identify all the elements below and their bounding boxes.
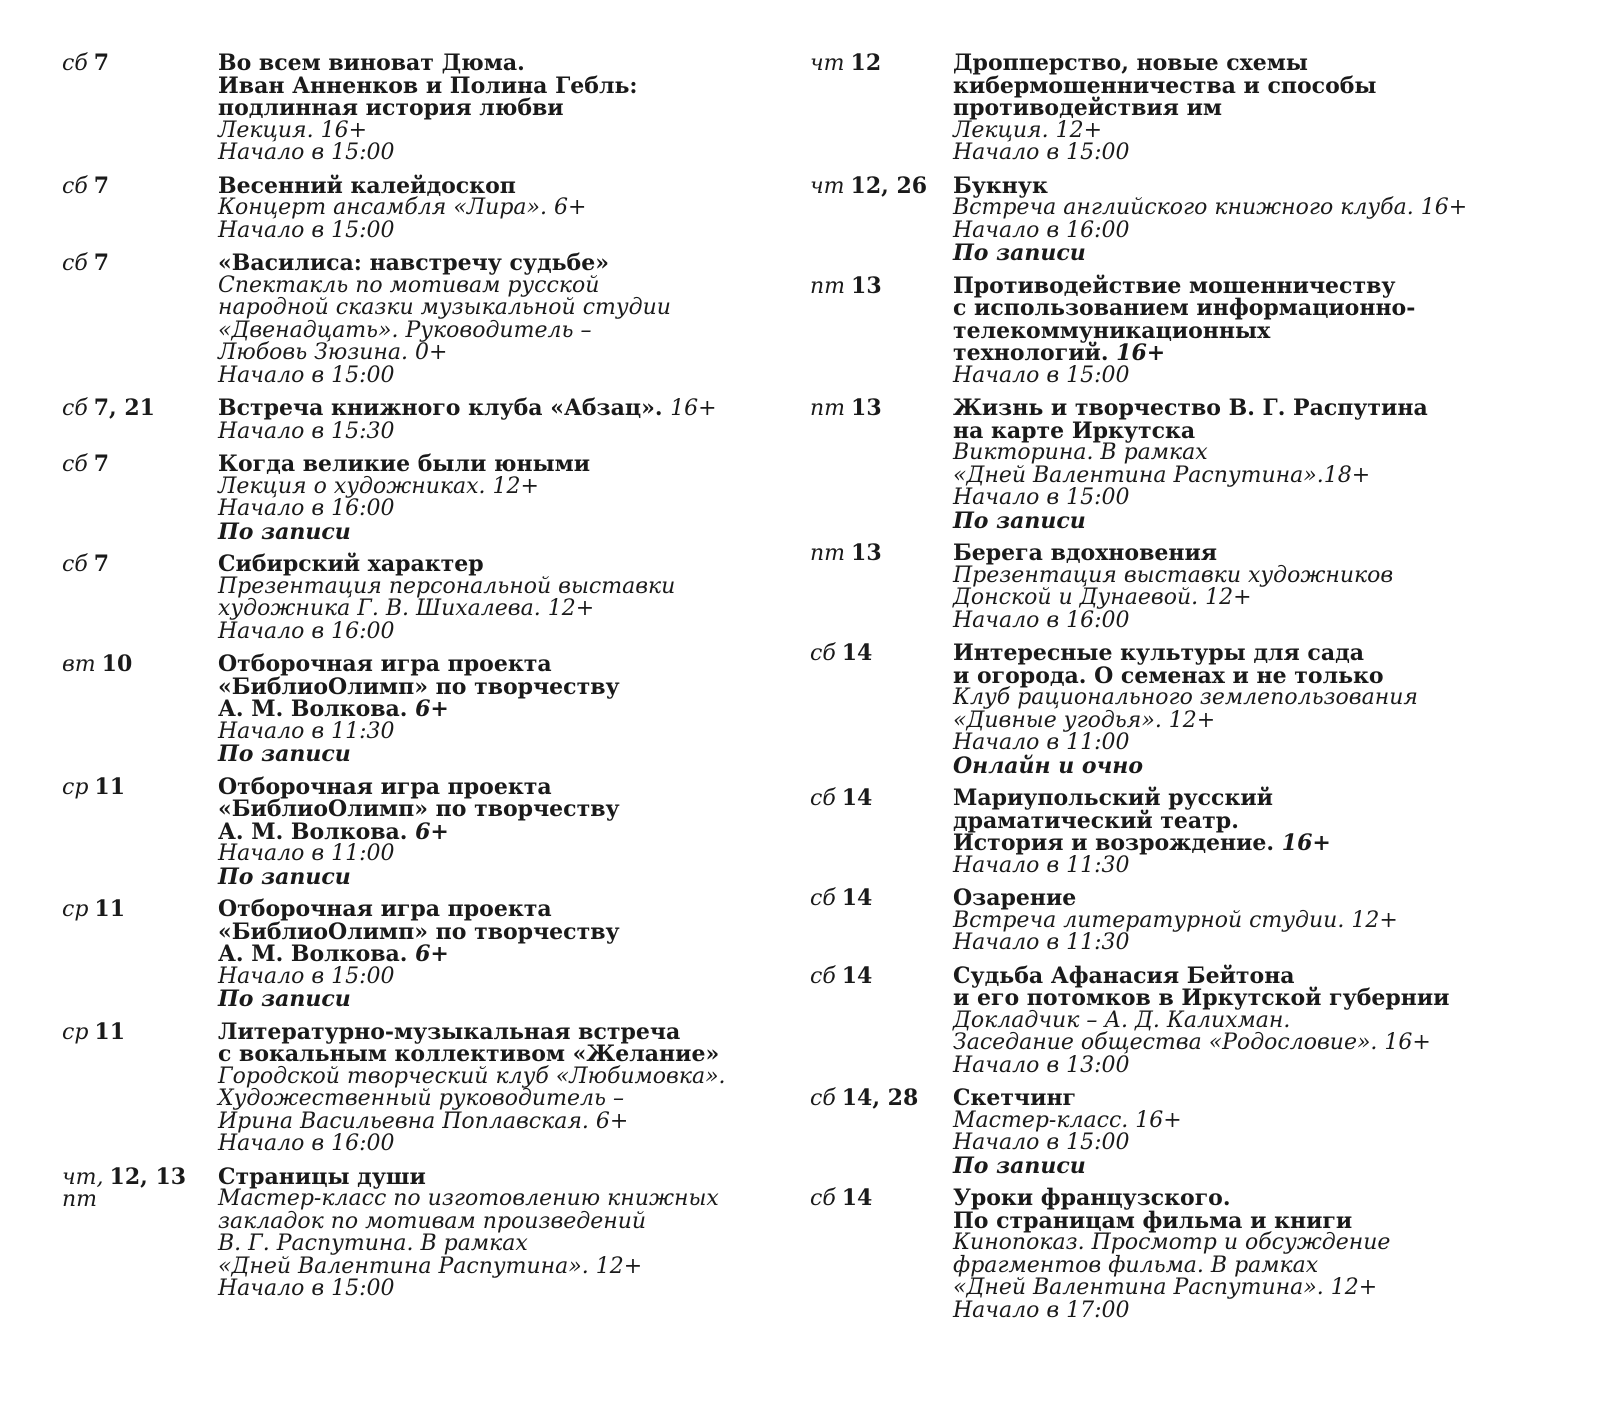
event-detail-line: Заседание общества «Родословие». 16+: [953, 1030, 1431, 1055]
day-number: 7: [93, 50, 110, 76]
event-detail-line: Начало в 11:00: [218, 841, 395, 866]
event-item: [62, 773, 762, 890]
event-body: [953, 787, 1590, 877]
weekday-second: пт: [62, 1187, 98, 1212]
event-title-text: Весенний калейдоскоп: [218, 172, 516, 199]
event-title-line: [953, 542, 1590, 565]
event-item: [810, 1087, 1590, 1177]
day-number: 11: [94, 1018, 126, 1045]
weekday: ср: [62, 774, 89, 800]
event-title-text: Берега вдохновения: [953, 540, 1218, 566]
event-detail-line: народной сказки музыкальной студии: [218, 295, 671, 320]
event-title-line: [218, 1018, 762, 1045]
event-detail-line: закладок по мотивам произведений: [218, 1208, 647, 1234]
event-body: [218, 653, 762, 766]
event-title-line: [218, 252, 762, 275]
event-detail-line: Презентация персональной выставки: [218, 573, 676, 599]
weekday: сб: [810, 1186, 836, 1211]
event-title-line: [953, 172, 1590, 199]
event-body: [953, 962, 1590, 1078]
event-item: [810, 962, 1590, 1078]
event-title-line: [953, 52, 1590, 75]
event-title-line: [218, 898, 762, 921]
event-title-line: [953, 397, 1590, 420]
event-note: По записи: [953, 507, 1086, 534]
event-title-text: Литературно-музыкальная встреча: [218, 1018, 681, 1045]
weekday: ср: [62, 897, 89, 922]
event-detail-line: Начало в 15:00: [953, 485, 1130, 510]
event-date: [810, 642, 872, 666]
event-body: [218, 773, 762, 890]
event-title-line: [953, 987, 1590, 1010]
event-detail-line: Начало в 16:00: [218, 1131, 395, 1156]
event-title-line: [218, 653, 762, 676]
event-note: По записи: [218, 863, 351, 890]
event-title-text: технологий.: [953, 340, 1109, 366]
event-body: [218, 1163, 762, 1301]
event-detail-line: Встреча литературной студии. 12+: [953, 907, 1398, 933]
right-column: [810, 52, 1590, 1332]
event-item: [62, 1018, 762, 1156]
event-title-line: [218, 72, 762, 99]
event-body: [218, 172, 762, 243]
weekday: пт: [810, 541, 846, 566]
event-title-text: Сибирский характер: [218, 551, 484, 577]
weekday: вт: [62, 652, 96, 677]
event-title-text: Когда великие были юными: [218, 451, 591, 477]
weekday: чт: [810, 173, 845, 199]
event-title-text: «БиблиоОлимп» по творчеству: [218, 673, 620, 700]
event-body: [218, 453, 762, 543]
event-title-line: [953, 272, 1590, 299]
event-title-line: [953, 642, 1590, 665]
day-number: 14: [841, 640, 873, 666]
day-number: 14: [841, 785, 873, 811]
event-detail-line: Любовь Зюзина. 0+: [218, 340, 448, 365]
event-title-line: [218, 918, 762, 945]
weekday: ср: [62, 1019, 89, 1045]
age-rating: 6+: [415, 818, 449, 845]
event-date: [62, 1163, 187, 1212]
event-detail-line: Концерт ансамбля «Лира». 6+: [218, 195, 587, 220]
event-detail-line: Начало в 11:30: [953, 930, 1130, 955]
event-note: По записи: [953, 1152, 1086, 1179]
event-detail-line: Викторина. В рамках: [953, 440, 1208, 465]
event-date: [810, 272, 882, 299]
event-body: [953, 172, 1590, 266]
event-title-line: [953, 297, 1590, 320]
event-title-line: [218, 1043, 762, 1066]
event-title-line: [953, 832, 1590, 855]
event-body: [953, 272, 1590, 388]
event-title-line: [218, 698, 762, 721]
event-date: [62, 252, 109, 276]
event-detail-line: Начало в 16:00: [218, 618, 395, 644]
event-detail-line: Спектакль по мотивам русской: [218, 272, 600, 298]
event-note: По записи: [218, 741, 351, 767]
event-title-text: Отборочная игра проекта: [218, 651, 552, 677]
event-detail-line: «Дней Валентина Распутина». 12+: [953, 1275, 1378, 1300]
event-title-line: [953, 1187, 1590, 1210]
event-detail-line: Начало в 11:30: [218, 718, 395, 744]
event-detail-line: Мастер-класс по изготовлению книжных: [218, 1186, 719, 1211]
event-detail-line: Лекция о художниках. 12+: [218, 473, 539, 499]
event-date: [62, 453, 109, 477]
event-title-text: Мариупольский русский: [953, 785, 1273, 811]
event-detail-line: «Двенадцать». Руководитель –: [218, 317, 592, 343]
event-date: [810, 172, 928, 199]
event-detail-line: Городской творческий клуб «Любимовка».: [218, 1063, 726, 1089]
event-title-text: Жизнь и творчество В. Г. Распутина: [953, 395, 1428, 421]
event-title-line: [218, 453, 762, 476]
event-item: [62, 172, 762, 243]
event-detail-line: Клуб рационального землепользования: [953, 685, 1418, 710]
event-detail-line: Докладчик – А. Д. Калихман.: [953, 1007, 1291, 1033]
event-title-text: Страницы души: [218, 1163, 426, 1190]
day-number: 7: [93, 172, 110, 199]
day-number: 14: [841, 1185, 873, 1211]
weekday: сб: [810, 641, 836, 666]
event-date: [810, 962, 873, 989]
event-title-line: [218, 673, 762, 700]
event-title-line: [218, 798, 762, 821]
event-body: [953, 1187, 1590, 1322]
event-title-text: Судьба Афанасия Бейтона: [953, 962, 1295, 989]
event-body: [218, 397, 762, 443]
event-date: [810, 542, 882, 566]
event-title-line: [953, 342, 1590, 365]
day-number: 12, 26: [850, 172, 928, 199]
weekday: сб: [810, 1086, 836, 1111]
event-title-text: и его потомков в Иркутской губернии: [953, 985, 1450, 1011]
event-detail-line: Начало в 15:00: [953, 1130, 1130, 1155]
event-detail-line: Начало в 16:00: [953, 607, 1130, 633]
weekday: сб: [62, 51, 88, 76]
event-detail-line: «Дивные угодья». 12+: [953, 707, 1216, 733]
event-item: [810, 272, 1590, 388]
event-detail-line: Начало в 11:00: [953, 730, 1130, 755]
event-title-text: Отборочная игра проекта: [218, 896, 552, 922]
event-title-line: [218, 97, 762, 120]
event-title-text: А. М. Волкова.: [218, 818, 408, 845]
event-date: [810, 1087, 918, 1111]
event-date: [810, 397, 882, 421]
day-number: 14: [841, 962, 873, 989]
event-detail-line: «Дней Валентина Распутина». 12+: [218, 1253, 643, 1279]
event-title-text: Озарение: [953, 885, 1077, 911]
event-item: [810, 542, 1590, 632]
event-detail-line: Ирина Васильевна Поплавская. 6+: [218, 1108, 629, 1134]
event-title-line: [218, 943, 762, 966]
event-detail-line: Начало в 16:00: [953, 217, 1130, 243]
event-title-line: [953, 1087, 1590, 1110]
event-detail-line: Начало в 11:30: [953, 852, 1130, 878]
event-title-text: противодействия им: [953, 95, 1223, 121]
weekday: пт: [810, 396, 846, 421]
event-date: [810, 1187, 872, 1211]
event-item: [810, 172, 1590, 266]
weekday: сб: [62, 173, 88, 199]
event-detail-line: Начало в 15:00: [218, 140, 395, 165]
event-detail-line: Лекция. 12+: [953, 117, 1103, 143]
event-title-text: История и возрождение.: [953, 830, 1275, 856]
event-title-line: [953, 1207, 1590, 1234]
event-detail-line: Начало в 15:00: [218, 217, 395, 243]
event-body: [953, 397, 1590, 532]
event-title-text: «БиблиоОлимп» по творчеству: [218, 918, 620, 945]
event-title-line: [953, 72, 1590, 99]
weekday: пт: [810, 273, 846, 299]
event-date: [62, 898, 125, 922]
event-body: [218, 252, 762, 387]
event-detail-line: художника Г. В. Шихалева. 12+: [218, 596, 595, 621]
event-item: [62, 1163, 762, 1301]
event-detail-line: Мастер-класс. 16+: [953, 1107, 1182, 1133]
event-title-text: Иван Анненков и Полина Гебль:: [218, 72, 638, 99]
event-title-text: «БиблиоОлимп» по творчеству: [218, 796, 620, 822]
event-title-line: [218, 397, 762, 421]
day-number: 14, 28: [841, 1085, 919, 1111]
event-title-text: Уроки французского.: [953, 1185, 1231, 1211]
event-detail-line: Встреча английского книжного клуба. 16+: [953, 195, 1468, 220]
left-column: [62, 52, 762, 1311]
age-rating: 16+: [1116, 340, 1166, 366]
event-detail-line: Кинопоказ. Просмотр и обсуждение: [953, 1230, 1391, 1255]
event-item: [810, 397, 1590, 532]
event-note: По записи: [218, 518, 351, 545]
weekday: сб: [810, 963, 836, 989]
event-detail-line: Начало в 15:00: [218, 1276, 395, 1301]
event-title-line: [218, 172, 762, 199]
age-rating: 6+: [415, 696, 449, 722]
event-body: [953, 52, 1590, 165]
event-title-line: [953, 317, 1590, 344]
day-number: 12, 13: [109, 1163, 187, 1190]
event-date: [62, 172, 110, 199]
event-title-text: кибермошенничества и способы: [953, 72, 1377, 99]
event-detail-line: Лекция. 16+: [218, 117, 368, 143]
event-title-text: Отборочная игра проекта: [218, 773, 552, 800]
event-item: [62, 553, 762, 643]
age-rating: 16+: [1281, 830, 1331, 856]
event-title-text: А. М. Волкова.: [218, 696, 408, 722]
event-detail-line: Начало в 15:00: [953, 362, 1130, 388]
event-title-line: [953, 787, 1590, 810]
day-number: 14: [841, 885, 873, 911]
event-title-text: драматический театр.: [953, 807, 1239, 834]
event-item: [62, 653, 762, 766]
event-body: [218, 52, 762, 165]
age-rating: 6+: [415, 941, 449, 967]
day-number: 7: [93, 250, 110, 276]
event-date: [62, 773, 126, 800]
day-number: 7: [93, 551, 110, 577]
weekday: сб: [810, 886, 836, 911]
event-title-text: Встреча книжного клуба «Абзац».: [218, 395, 663, 421]
event-title-text: Во всем виноват Дюма.: [218, 50, 525, 76]
age-rating: 16+: [670, 396, 717, 421]
event-title-text: с вокальным коллективом «Желание»: [218, 1041, 720, 1067]
day-number: 7, 21: [93, 395, 155, 421]
event-date: [810, 787, 872, 811]
event-detail-line: Донской и Дунаевой. 12+: [953, 585, 1252, 610]
event-body: [953, 887, 1590, 955]
event-title-text: и огорода. О семенах и не только: [953, 662, 1384, 689]
event-date: [62, 553, 109, 577]
event-title-text: Скетчинг: [953, 1085, 1077, 1111]
event-title-text: подлинная история любви: [218, 95, 564, 121]
event-detail-line: В. Г. Распутина. В рамках: [218, 1231, 528, 1256]
weekday: сб: [62, 396, 88, 421]
event-title-text: Интересные культуры для сада: [953, 640, 1364, 666]
event-title-line: [953, 417, 1590, 444]
day-number: 7: [93, 451, 110, 477]
day-number: 11: [94, 773, 126, 800]
event-item: [810, 642, 1590, 777]
weekday: сб: [810, 786, 836, 811]
event-title-text: По страницам фильма и книги: [953, 1207, 1353, 1234]
weekday: сб: [62, 552, 88, 577]
event-title-line: [218, 773, 762, 800]
event-item: [62, 898, 762, 1011]
event-item: [62, 252, 762, 387]
event-note: По записи: [218, 986, 351, 1012]
event-title-line: [953, 962, 1590, 989]
event-title-text: Противодействие мошенничеству: [953, 272, 1396, 299]
event-body: [953, 542, 1590, 632]
event-note: Онлайн и очно: [953, 752, 1144, 779]
event-title-text: Букнук: [953, 172, 1048, 199]
event-title-text: «Василиса: навстречу судьбе»: [218, 250, 609, 276]
event-title-line: [953, 97, 1590, 120]
event-item: [810, 52, 1590, 165]
event-title-text: с использованием информационно-: [953, 295, 1416, 321]
event-detail-line: Начало в 13:00: [953, 1052, 1130, 1078]
event-title-text: на карте Иркутска: [953, 417, 1196, 444]
event-detail-line: «Дней Валентина Распутина».18+: [953, 462, 1371, 488]
day-number: 13: [851, 395, 882, 421]
event-date: [810, 887, 872, 911]
event-item: [62, 453, 762, 543]
day-number: 12: [850, 50, 882, 76]
event-detail-line: Начало в 17:00: [953, 1297, 1130, 1323]
event-detail-line: Начало в 16:00: [218, 496, 395, 521]
event-date: [62, 653, 132, 677]
event-title-line: [953, 662, 1590, 689]
day-number: 10: [101, 651, 133, 677]
event-detail-line: Презентация выставки художников: [953, 562, 1394, 588]
event-title-text: телекоммуникационных: [953, 317, 1271, 344]
event-title-line: [953, 807, 1590, 834]
weekday: чт: [810, 51, 845, 76]
event-detail-line: фрагментов фильма. В рамках: [953, 1252, 1319, 1278]
event-item: [810, 1187, 1590, 1322]
day-number: 11: [94, 896, 126, 922]
event-item: [810, 887, 1590, 955]
event-body: [953, 642, 1590, 777]
event-title-line: [218, 52, 762, 75]
event-title-text: Дропперство, новые схемы: [953, 50, 1308, 76]
event-title-line: [218, 553, 762, 576]
event-note: По записи: [953, 240, 1086, 266]
weekday: сб: [62, 251, 88, 276]
event-title-line: [218, 818, 762, 845]
day-number: 13: [851, 540, 882, 566]
event-title-text: А. М. Волкова.: [218, 941, 408, 967]
day-number: 13: [851, 272, 882, 299]
event-body: [218, 898, 762, 1011]
event-item: [62, 52, 762, 165]
event-body: [218, 553, 762, 643]
event-body: [953, 1087, 1590, 1177]
event-date: [62, 397, 155, 421]
event-title-line: [218, 1163, 762, 1190]
event-date: [62, 1018, 126, 1045]
event-title-line: [953, 887, 1590, 910]
event-body: [218, 1018, 762, 1156]
event-detail-line: Начало в 15:00: [218, 963, 395, 989]
event-detail-line: Начало в 15:00: [218, 362, 395, 388]
weekday: чт,: [62, 1164, 104, 1190]
event-detail-line: Художественный руководитель –: [218, 1086, 624, 1111]
weekday: сб: [62, 452, 88, 477]
event-item: [62, 397, 762, 443]
event-item: [810, 787, 1590, 877]
event-detail-line: Начало в 15:30: [218, 418, 395, 444]
event-date: [62, 52, 109, 76]
event-detail-line: Начало в 15:00: [953, 140, 1130, 165]
event-date: [810, 52, 881, 76]
